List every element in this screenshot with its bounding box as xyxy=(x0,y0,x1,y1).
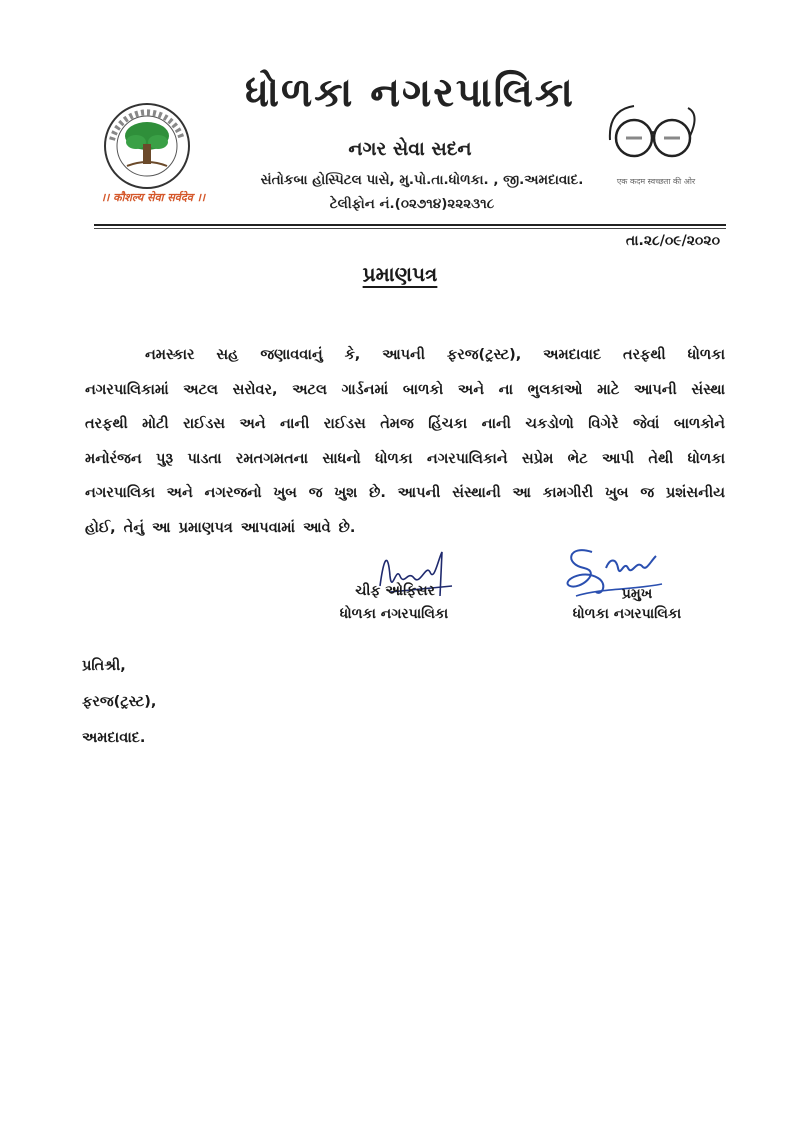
body-line: નગરપાલિકામાં અટલ સરોવર, અટલ ગાર્ડનમાં બાળકો અને ના ભુલકાઓ માટે આપની સંસ્થા xyxy=(85,381,725,398)
municipality-seal-logo xyxy=(92,100,202,192)
body-line: તરફથી મોટી રાઈડસ અને નાની રાઈડસ તેમજ હિંચકા નાની ચકડોળો વિગેરે જેવાં બાળકોને xyxy=(85,416,725,432)
organization-phone: ટેલીફોન નં.(૦૨૭૧૪)૨૨૨૩૧૮ xyxy=(329,196,495,212)
body-line: નગરપાલિકા અને નગરજનો ખુબ જ ખુશ છે. આપની સંસ્થાની આ કામગીરી ખુબ જ પ્રશંસનીય xyxy=(85,485,725,501)
president-title: પ્રમુખ xyxy=(621,586,653,602)
recipient-block xyxy=(82,648,332,756)
recipient-line: પ્રતિશ્રી, xyxy=(82,658,126,674)
body-line: નમસ્કાર સહ જણાવવાનું કે, આપની ફરજ(ટ્રસ્ટ), અમદાવાદ તરફથી ધોળકા xyxy=(145,347,725,363)
certificate-date: તા.૨૮/૦૯/૨૦૨૦ xyxy=(625,233,720,249)
certificate-body xyxy=(85,338,725,545)
chief-officer-org: ધોળકા નગરપાલિકા xyxy=(339,606,449,622)
chief-officer-title: ચીફ ઓફિસર xyxy=(355,583,435,599)
body-line: હોઈ, તેનું આ પ્રમાણપત્ર આપવામાં આવે છે. xyxy=(85,519,356,536)
organization-name: ધોળકા નગરપાલિકા xyxy=(245,70,575,116)
logo-motto: ।। कौशल्य सेवा सर्वदेव ।। xyxy=(100,191,206,204)
organization-address: સંતોકબા હોસ્પિટલ પાસે, મુ.પો.તા.ધોળકા. , જી.અમદાવાદ. xyxy=(260,172,584,188)
certificate-heading: પ્રમાણપત્ર xyxy=(362,262,438,286)
swachh-bharat-tagline: एक कदम स्वच्छता की ओर xyxy=(616,177,696,186)
header-divider-thin xyxy=(94,228,726,229)
recipient-line: ફરજ(ટ્રસ્ટ), xyxy=(82,694,157,710)
president-org: ધોળકા નગરપાલિકા xyxy=(572,606,682,622)
header-divider xyxy=(94,224,726,226)
body-line: મનોરંજન પુરૂ પાડતા રમતગમતના સાધનો ધોળકા નગરપાલિકાને સપ્રેમ ભેટ આપી તેથી ધોળકા xyxy=(85,450,725,467)
organization-subtitle: નગર સેવા સદન xyxy=(348,138,472,160)
recipient-line: અમદાવાદ. xyxy=(82,730,146,746)
swachh-bharat-logo xyxy=(604,100,708,170)
